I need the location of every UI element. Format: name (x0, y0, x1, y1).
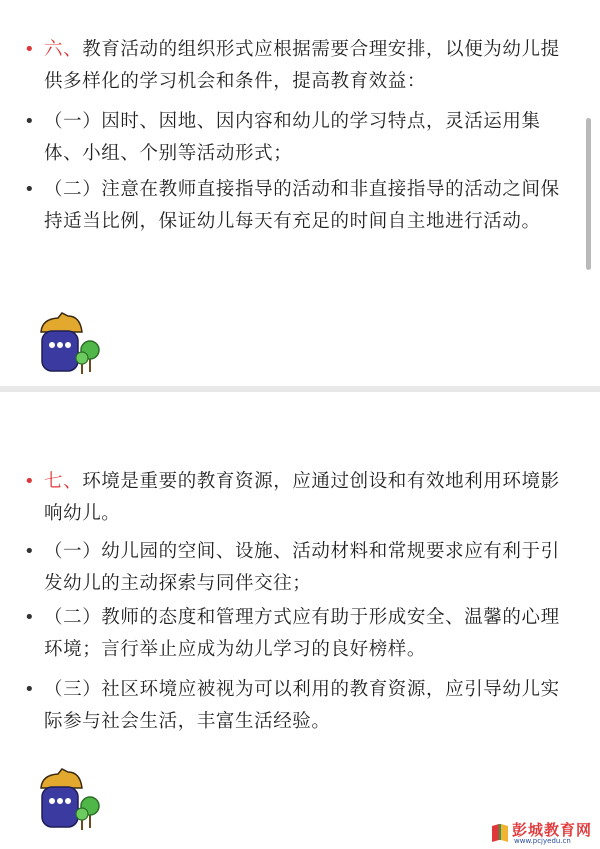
section-numeral: 七、 (44, 471, 83, 492)
list-item (24, 106, 570, 170)
section-numeral: 六、 (44, 39, 83, 60)
list-item-text: （二）教师的态度和管理方式应有助于形成安全、温馨的心理环境；言行举止应成为幼儿学习的良好榜样。 (44, 607, 560, 660)
section-seven-heading (24, 466, 570, 530)
bullet-icon: • (24, 541, 36, 562)
list-item (24, 536, 570, 600)
bullet-icon: • (24, 679, 36, 700)
scrollbar[interactable] (586, 118, 591, 270)
list-item-text: （一）因时、因地、因内容和幼儿的学习特点，灵活运用集体、小组、个别等活动形式； (44, 111, 541, 164)
bullet-icon: • (24, 471, 36, 492)
list-item (24, 674, 570, 738)
bullet-icon: • (24, 607, 36, 628)
heading-text: 环境是重要的教育资源，应通过创设和有效地利用环境影响幼儿。 (44, 471, 560, 524)
section-six-heading (24, 34, 570, 98)
cartoon-house-with-trees-icon (38, 310, 106, 376)
list-item-text: （三）社区环境应被视为可以利用的教育资源，应引导幼儿实际参与社会生活，丰富生活经验。 (44, 679, 560, 732)
list-item (24, 174, 570, 238)
list-item-text: （二）注意在教师直接指导的活动和非直接指导的活动之间保持适当比例，保证幼儿每天有充足的时间自主地进行活动。 (44, 179, 560, 232)
book-logo-icon (490, 821, 510, 843)
bullet-icon: • (24, 179, 36, 200)
list-item (24, 602, 570, 666)
heading-text: 教育活动的组织形式应根据需要合理安排，以便为幼儿提供多样化的学习机会和条件，提高教育效益： (44, 39, 560, 92)
bullet-icon: • (24, 39, 36, 60)
section-six-card (0, 0, 600, 386)
watermark-title: 彭城教育网 (512, 821, 593, 839)
watermark (490, 819, 596, 847)
watermark-url: www.pcjyedu.cn (514, 837, 571, 845)
list-item-text: （一）幼儿园的空间、设施、活动材料和常规要求应有利于引发幼儿的主动探索与同伴交往； (44, 541, 560, 594)
section-seven-card (0, 392, 600, 849)
bullet-icon: • (24, 111, 36, 132)
cartoon-house-with-trees-icon (38, 766, 106, 832)
